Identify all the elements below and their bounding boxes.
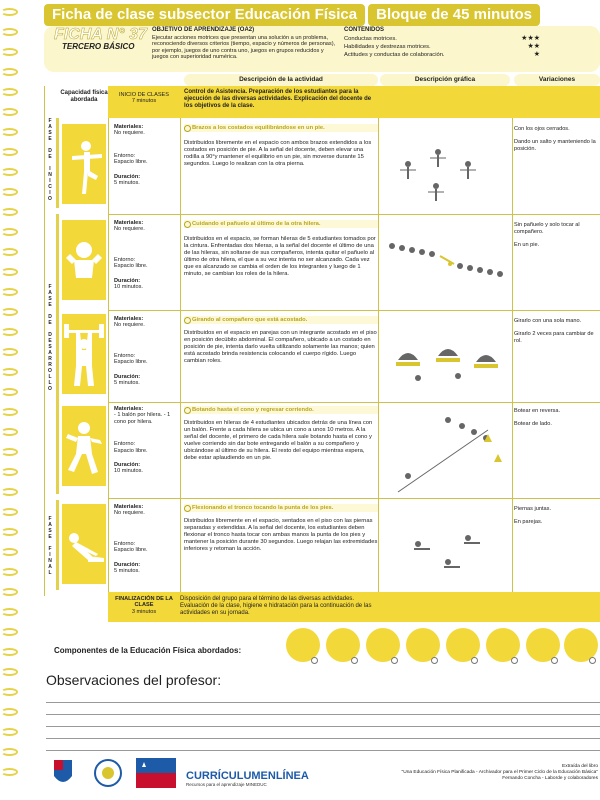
component-icon (326, 628, 360, 662)
row-divider (108, 498, 600, 499)
space-label: Entorno: (114, 540, 136, 547)
duration-value: 5 minutos. (114, 380, 140, 387)
row-1-variations (514, 126, 600, 158)
curriculum-subtitle: Recursos para el aprendizaje MINEDUC (186, 782, 267, 787)
writing-line (46, 738, 600, 739)
row-4-variations (514, 408, 600, 434)
divider (512, 86, 513, 596)
variation-item: Piernas juntas. (514, 506, 552, 512)
star-rating: ★★★ (521, 35, 540, 42)
duration-label: Duración: (114, 462, 141, 469)
component-icon (366, 628, 400, 662)
row-4-title: Botando hasta el cono y regresar corriendo. (184, 406, 378, 414)
row-3-materials (114, 316, 174, 386)
capacity-image-coordination (62, 406, 106, 486)
objective-title: OBJETIVO DE APRENDIZAJE (OA2) (152, 27, 255, 33)
component-icon (286, 628, 320, 662)
observations-title: Observaciones del profesor: (46, 672, 222, 688)
end-text: Disposición del grupo para el término de las diversas actividades. Evaluación de la clase, higiene e hidratación para la continuación de las actividades en su jornada. (180, 596, 372, 616)
source-line: "Una Educación Física Planificada - Archivador para el Primer Ciclo de la Educación Básica" (401, 770, 598, 775)
duration-value: 10 minutos. (114, 468, 143, 475)
row-2-variations (514, 222, 600, 254)
ind-logo (90, 758, 126, 788)
phase-development-bar (56, 214, 59, 494)
component-checkbox (311, 657, 318, 664)
component-icon (526, 628, 560, 662)
space-value: Espacio libre. (114, 547, 148, 554)
writing-line (46, 714, 600, 715)
divider (108, 86, 109, 596)
header-block: Bloque de 45 minutos (368, 4, 540, 26)
variation-item: En un pie. (514, 241, 540, 248)
ficha-panel (44, 26, 600, 72)
class-end-band (108, 592, 600, 622)
component-checkbox (391, 657, 398, 664)
column-header-graphic: Descripción gráfica (380, 74, 510, 86)
writing-line (46, 726, 600, 727)
row-1-graphic (378, 124, 512, 214)
components-label: Componentes de la Educación Física abordados: (54, 646, 242, 655)
writing-line (46, 750, 600, 751)
materials-value: No requiere. (114, 226, 145, 233)
component-checkbox (351, 657, 358, 664)
variation-item: Girarlo con una sola mano. (514, 318, 582, 324)
variation-item: Botear de lado. (514, 420, 552, 427)
government-logo (52, 758, 74, 788)
row-2-graphic (378, 220, 512, 310)
column-header-activity: Descripción de la actividad (184, 74, 378, 86)
ficha-level: TERCERO BÁSICO (62, 42, 135, 51)
ficha-number: FICHA N° 37 (54, 26, 147, 43)
space-label: Entorno: (114, 152, 136, 159)
row-3-title: Girando al compañero que está acostado. (184, 316, 378, 324)
variation-item: Dando un salto y manteniendo la posición. (514, 138, 596, 152)
row-4-materials (114, 406, 174, 475)
star-rating: ★ (533, 51, 540, 58)
row-divider (108, 310, 600, 311)
end-label-text: FINALIZACIÓN DE LA CLASE (115, 596, 173, 609)
duration-label: Duración: (114, 373, 141, 380)
component-checkbox (589, 657, 596, 664)
row-4-graphic (378, 406, 512, 496)
start-time: 7 minutos (131, 98, 157, 105)
duration-label: Duración: (114, 277, 141, 284)
row-divider (108, 214, 600, 215)
start-label-text: INICIO DE CLASES (118, 92, 170, 98)
curriculum-name: CURRÍCULUMENLÍNEA (186, 770, 309, 782)
space-value: Espacio libre. (114, 359, 148, 366)
capacity-image-strength (62, 314, 106, 394)
row-5-text: Distribuidos libremente en el espacio, sentados en el piso con las piernas separadas y extendidas. A la señal del docente, los estudiantes deben flexionar el tronco hasta tocar con ambas manos la punta de los pies y mantener la posición durante 30 segundos. Luego relajan las extremidades inferiores y retoman la acción. (184, 518, 378, 552)
materials-label: Materiales: (114, 406, 144, 412)
page-header (44, 4, 543, 26)
divider (180, 86, 181, 596)
variation-item: Botear en reversa. (514, 408, 561, 414)
writing-line (46, 702, 600, 703)
curriculum-logo (186, 770, 309, 787)
component-checkbox (551, 657, 558, 664)
mineduc-logo (136, 758, 176, 788)
star-rating: ★★ (527, 43, 540, 50)
header-title: Ficha de clase subsector Educación Física (44, 4, 365, 26)
content-item: Actitudes y conductas de colaboración. (344, 52, 445, 58)
component-icon (564, 628, 598, 662)
component-icon (486, 628, 520, 662)
materials-value: No requiere. (114, 322, 145, 329)
materials-label: Materiales: (114, 124, 144, 130)
space-label: Entorno: (114, 352, 136, 359)
contents-list (344, 35, 534, 59)
materials-label: Materiales: (114, 316, 144, 322)
materials-value: No requiere. (114, 510, 145, 517)
row-2-materials (114, 220, 174, 290)
end-time: 3 minutos (131, 608, 157, 615)
contents-stars (520, 35, 540, 59)
component-checkbox (511, 657, 518, 664)
row-4-text: Distribuidos en hileras de 4 estudiantes ubicados detrás de una línea con un balón. Frente a cada hilera se ubica un cono a unos 10 metros. A la señal del docente, el primero de cada hilera sale botando hasta el cono y vuelve corriendo sin dar bote entregando el balón a su compañero y ubicándose al último de su hilera. El resto del equipo mientras espera, debe estar aplaudiendo en un pie. (184, 420, 373, 461)
materials-label: Materiales: (114, 504, 144, 510)
row-1-text: Distribuidos libremente en el espacio con ambos brazos extendidos a los costados en posición de pie. A la señal del docente, deben elevar una rodilla a 90°y mantener el equilibrio en un pie, sin moverse durante 15 segundos. Luego lo realizan con la otra pierna. (184, 140, 372, 167)
duration-label: Duración: (114, 561, 141, 568)
component-checkbox (431, 657, 438, 664)
row-1-materials (114, 124, 174, 186)
capacity-header: Capacidad física abordada (60, 90, 108, 103)
materials-value: No requiere. (114, 130, 145, 137)
content-item: Habilidades y destrezas motrices. (344, 44, 431, 50)
phase-end-bar (56, 500, 59, 590)
objective-text: Ejecutar acciones motrices que presentan una solución a un problema, reconociendo diversos criterios (tiempo, espacio y números de personas), por ejemplo, juegos de uno contra uno, juegos en grupos reducidos y juegos con superioridad numérica. (152, 35, 336, 61)
space-label: Entorno: (114, 256, 136, 263)
row-3-text: Distribuidos en el espacio en parejas con un integrante acostado en el piso en posición decúbito abdominal. El compañero, ubicado a un costado en posición de pie, intenta darlo vuelta utilizando solamente las manos; quien está acostado brinda resistencia colocando el cuerpo rígido. Luego cambian roles. (184, 330, 377, 364)
phase-start-label: F A S E D E I N I C I O (48, 118, 52, 202)
variation-item: En parejas. (514, 518, 543, 525)
component-icon (406, 628, 440, 662)
row-5-graphic (378, 504, 512, 594)
capacity-image-balance (62, 124, 106, 204)
source-line: Extraída del libro (562, 764, 598, 769)
row-5-variations (514, 506, 600, 532)
duration-label: Duración: (114, 173, 141, 180)
row-1-title: Brazos a los costados equilibrándose en un pie. (184, 124, 378, 132)
space-value: Espacio libre. (114, 263, 148, 270)
phase-development-label: F A S E D E D E S A R R O L L O (48, 284, 52, 392)
row-5-title: Flexionando el tronco tocando la punta de los pies. (184, 504, 378, 512)
variation-item: Con los ojos cerrados. (514, 126, 570, 132)
contents-title: CONTENIDOS (344, 27, 385, 33)
end-label (114, 596, 174, 615)
duration-value: 5 minutos. (114, 568, 140, 575)
materials-label: Materiales: (114, 220, 144, 226)
duration-value: 10 minutos. (114, 284, 143, 291)
space-value: Espacio libre. (114, 159, 148, 166)
capacity-image-flexibility (62, 504, 106, 584)
space-value: Espacio libre. (114, 447, 148, 454)
column-header-variations: Variaciones (514, 74, 600, 86)
row-2-text: Distribuidos en el espacio, se forman hileras de 5 estudiantes tomados por la cintura. Enfrentadas dos hileras, a la señal del docente el último de una de las hileras, sin soltarse de sus compañeros, intenta quitar el pañuelo al último de otra hilera, el que a su vez intenta no ser alcanzado. Cada vez que es alcanzado se cambia el orden de los integrantes y luego de 1 minuto, se cambian los roles de la hilera. (184, 236, 376, 277)
component-checkbox (471, 657, 478, 664)
start-label (116, 92, 172, 105)
row-divider (108, 402, 600, 403)
row-3-graphic (378, 316, 512, 406)
row-5-materials (114, 504, 174, 574)
spiral-binding (0, 0, 22, 800)
source-line: Fernando Concha - Laborde y colaboradores (502, 776, 598, 781)
component-icon (446, 628, 480, 662)
space-label: Entorno: (114, 441, 136, 448)
phase-end-label: F A S E F I N A L (48, 516, 52, 576)
capacity-image-speed (62, 220, 106, 300)
phase-start-bar (56, 118, 59, 208)
start-text: Control de Asistencia. Preparación de los estudiantes para la ejecución de las diversas actividades. Explicación del docente de los objetivos de la clase. (184, 89, 372, 109)
variation-item: Sin pañuelo y solo tocar al compañero. (514, 222, 580, 235)
class-start-band (108, 86, 600, 118)
content-item: Conductas motrices. (344, 36, 397, 42)
variation-item: Girarlo 2 veces para cambiar de rol. (514, 330, 594, 344)
materials-value: - 1 balón por hilera. - 1 cono por hilera. (114, 412, 171, 425)
row-2-title: Cuidando el pañuelo al último de la otra hilera. (184, 220, 378, 228)
source-credit (318, 764, 598, 782)
duration-value: 5 minutos. (114, 180, 140, 187)
row-3-variations (514, 318, 600, 350)
